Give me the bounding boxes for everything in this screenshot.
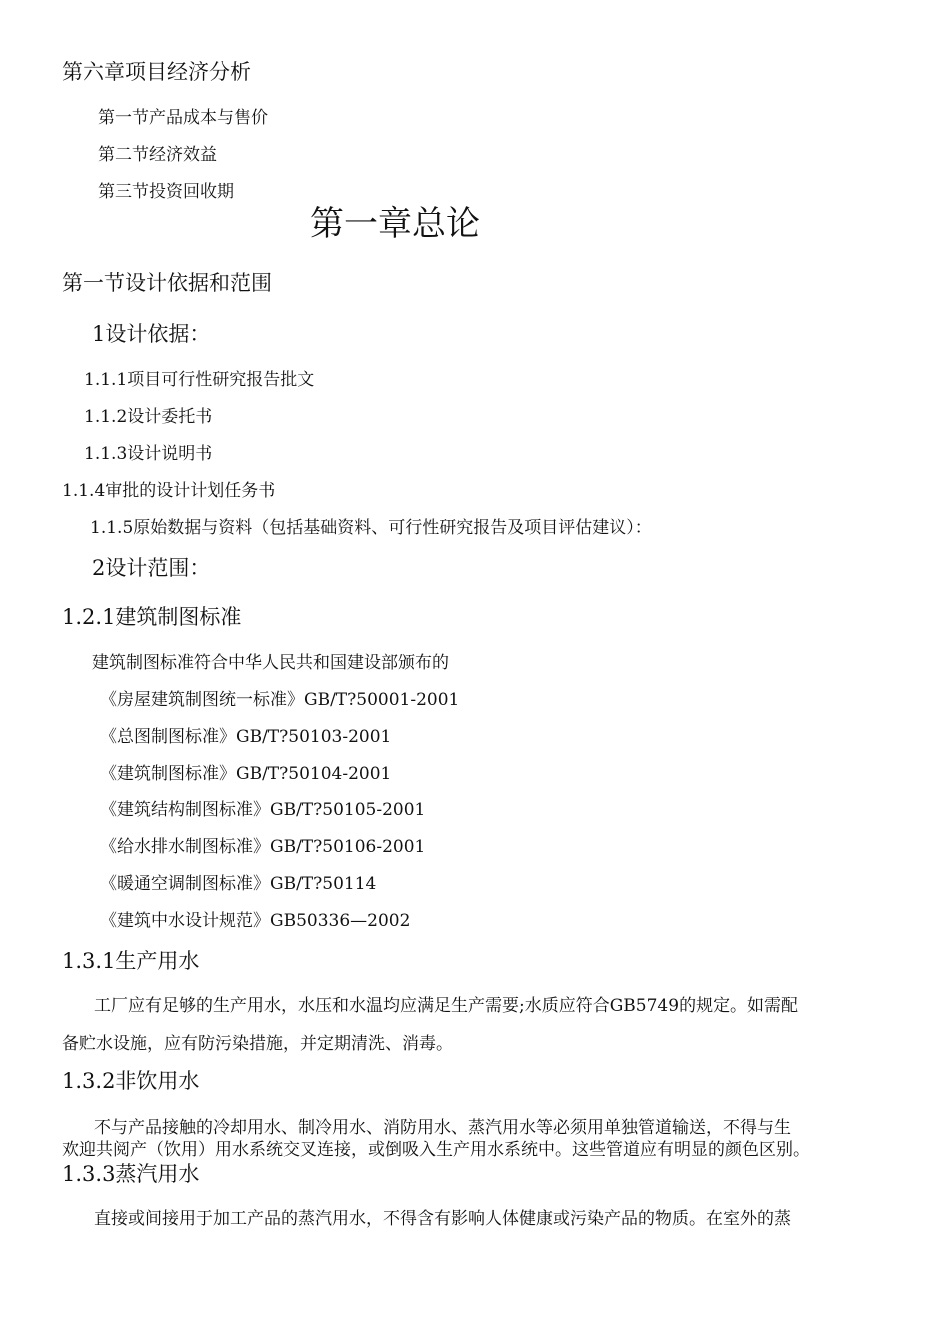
basis-item-3: 1.1.3设计说明书 bbox=[84, 444, 213, 464]
toc-section-2: 第二节经济效益 bbox=[98, 145, 217, 165]
paragraph-1-3-3-line-1: 直接或间接用于加工产品的蒸汽用水，不得含有影响人体健康或污染产品的物质。在室外的蒸 bbox=[94, 1209, 791, 1229]
paragraph-1-3-2-line-1: 不与产品接触的冷却用水、制冷用水、消防用水、蒸汽用水等必须用单独管道输送，不得与生 bbox=[94, 1118, 791, 1138]
basis-heading: 1设计依据： bbox=[92, 322, 211, 346]
subsection-1-3-3: 1.3.3蒸汽用水 bbox=[62, 1162, 200, 1186]
scope-heading: 2设计范围： bbox=[92, 556, 211, 580]
basis-item-2: 1.1.2设计委托书 bbox=[84, 407, 213, 427]
chapter-title: 第一章总论 bbox=[310, 204, 480, 244]
toc-section-1: 第一节产品成本与售价 bbox=[98, 108, 268, 128]
standard-item: 《建筑中水设计规范》GB50336—2002 bbox=[100, 911, 411, 931]
basis-item-5: 1.1.5原始数据与资料（包括基础资料、可行性研究报告及项目评估建议）： bbox=[90, 518, 652, 538]
section-title: 第一节设计依据和范围 bbox=[62, 271, 272, 295]
standard-item: 《房屋建筑制图统一标准》GB/T?50001-2001 bbox=[100, 690, 460, 710]
subsection-1-3-2: 1.3.2非饮用水 bbox=[62, 1069, 200, 1093]
standard-item: 《总图制图标准》GB/T?50103-2001 bbox=[100, 727, 392, 747]
paragraph-1-3-1-line-1: 工厂应有足够的生产用水，水压和水温均应满足生产需要;水质应符合GB5749的规定。如需配 bbox=[94, 996, 799, 1016]
subsection-1-2-1: 1.2.1建筑制图标准 bbox=[62, 605, 242, 629]
standards-intro: 建筑制图标准符合中华人民共和国建设部颁布的 bbox=[92, 653, 449, 673]
toc-chapter-6: 第六章项目经济分析 bbox=[62, 60, 251, 84]
standard-item: 《给水排水制图标准》GB/T?50106-2001 bbox=[100, 837, 426, 857]
standard-item: 《建筑结构制图标准》GB/T?50105-2001 bbox=[100, 800, 426, 820]
paragraph-1-3-1-line-2: 备贮水设施，应有防污染措施，并定期清洗、消毒。 bbox=[62, 1034, 453, 1054]
basis-item-1: 1.1.1项目可行性研究报告批文 bbox=[84, 370, 315, 390]
standard-item: 《建筑制图标准》GB/T?50104-2001 bbox=[100, 764, 392, 784]
standard-item: 《暖通空调制图标准》GB/T?50114 bbox=[100, 874, 377, 894]
basis-item-4: 1.1.4审批的设计计划任务书 bbox=[62, 481, 276, 501]
subsection-1-3-1: 1.3.1生产用水 bbox=[62, 949, 200, 973]
paragraph-1-3-2-line-2: 欢迎共阅产（饮用）用水系统交叉连接，或倒吸入生产用水系统中。这些管道应有明显的颜色区别。 bbox=[62, 1140, 810, 1160]
toc-section-3: 第三节投资回收期 bbox=[98, 182, 234, 202]
